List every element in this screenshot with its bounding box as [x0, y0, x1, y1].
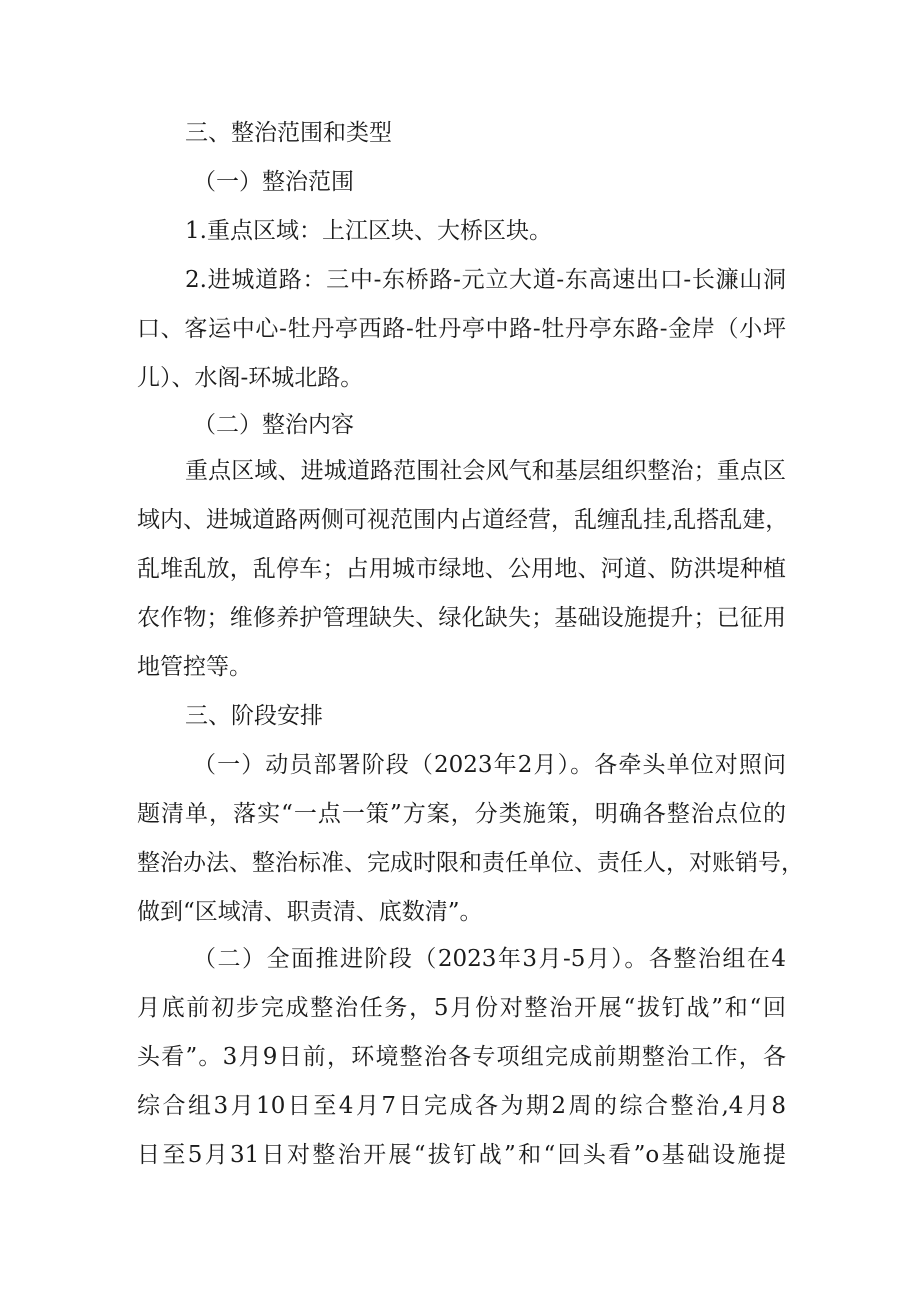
paragraph-line: 地管控等。 — [137, 654, 252, 680]
section-heading-stages: 三、阶段安排 — [185, 703, 323, 729]
paragraph-line: 1.重点区域：上江区块、大桥区块。 — [185, 218, 552, 244]
paragraph-line: （一）动员部署阶段（2023年2月）。各牵头单位对照问 — [193, 752, 786, 778]
paragraph-line: 题清单，落实“一点一策”方案，分类施策，明确各整治点位的 — [137, 801, 786, 827]
paragraph-line: 域内、进城道路两侧可视范围内占道经营，乱缠乱挂,乱搭乱建， — [137, 507, 789, 533]
subheading-scope: （一）整治范围 — [193, 169, 354, 195]
paragraph-line: 综合组3月10日至4月7日完成各为期2周的综合整治,4月8 — [137, 1093, 786, 1119]
paragraph-line: 重点区域、进城道路范围社会风气和基层组织整治；重点区 — [185, 458, 786, 484]
paragraph-line: 口、客运中心-牡丹亭西路-牡丹亭中路-牡丹亭东路-金岸（小坪 — [137, 316, 786, 342]
paragraph-line: 头看”。3月9日前，环境整治各专项组完成前期整治工作，各 — [137, 1044, 786, 1070]
paragraph-line: 做到“区域清、职责清、底数清”。 — [137, 899, 483, 925]
paragraph-line: 2.进城道路：三中-东桥路-元立大道-东高速出口-长濂山洞 — [185, 267, 786, 293]
paragraph-line: 儿）、水阁-环城北路。 — [137, 365, 364, 391]
paragraph-line: 乱堆乱放，乱停车；占用城市绿地、公用地、河道、防洪堤种植 — [137, 556, 786, 582]
paragraph-line: 农作物；维修养护管理缺失、绿化缺失；基础设施提升；已征用 — [137, 605, 786, 631]
paragraph-line: 月底前初步完成整治任务，5月份对整治开展“拔钉战”和“回 — [137, 995, 786, 1021]
paragraph-line: 日至5月31日对整治开展“拔钉战”和“回头看”o基础设施提 — [137, 1142, 786, 1168]
subheading-content: （二）整治内容 — [193, 412, 354, 438]
paragraph-line: （二）全面推进阶段（2023年3月-5月）。各整治组在4 — [193, 946, 786, 972]
section-heading-scope-and-type: 三、整治范围和类型 — [185, 120, 392, 146]
paragraph-line: 整治办法、整治标准、完成时限和责任单位、责任人，对账销号， — [137, 850, 804, 876]
